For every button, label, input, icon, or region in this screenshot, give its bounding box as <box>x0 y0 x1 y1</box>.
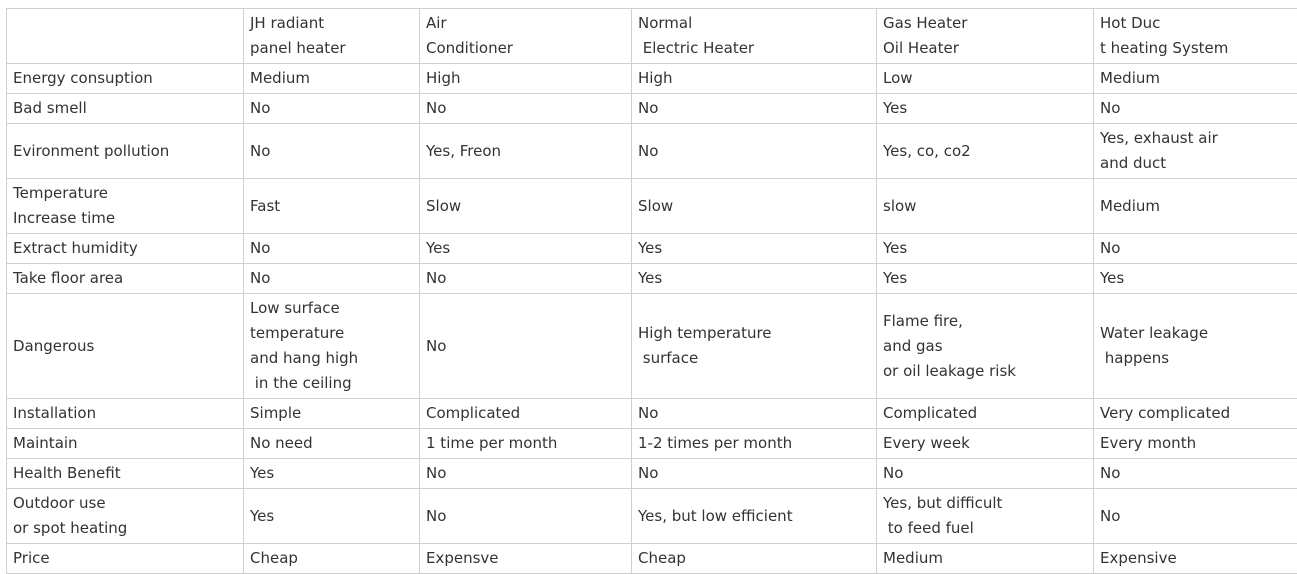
header-cell: Hot Duc t heating System <box>1094 9 1297 64</box>
table-cell: Every week <box>877 429 1094 459</box>
row-label: Evironment pollution <box>7 124 244 179</box>
table-row <box>7 399 1297 429</box>
table-cell: Fast <box>244 179 420 234</box>
table-cell: No <box>420 264 632 294</box>
table-row <box>7 429 1297 459</box>
row-label: Temperature Increase time <box>7 179 244 234</box>
table-cell: No <box>244 264 420 294</box>
table-row <box>7 124 1297 179</box>
table-cell: Low <box>877 64 1094 94</box>
row-label: Extract humidity <box>7 234 244 264</box>
table-cell: Yes <box>244 489 420 544</box>
table-cell: Yes, co, co2 <box>877 124 1094 179</box>
table-cell: Yes <box>632 234 877 264</box>
table-cell: Yes, Freon <box>420 124 632 179</box>
table-cell: Yes <box>877 234 1094 264</box>
table-cell: Medium <box>1094 64 1297 94</box>
table-cell: Medium <box>1094 179 1297 234</box>
table-cell: Cheap <box>632 544 877 574</box>
row-label: Outdoor use or spot heating <box>7 489 244 544</box>
table-cell: Yes <box>877 94 1094 124</box>
table-cell: No need <box>244 429 420 459</box>
row-label: Health Benefit <box>7 459 244 489</box>
table-cell: No <box>420 294 632 399</box>
row-label: Price <box>7 544 244 574</box>
table-cell: High <box>632 64 877 94</box>
row-label: Take floor area <box>7 264 244 294</box>
table-cell: No <box>420 94 632 124</box>
table-cell: No <box>632 399 877 429</box>
table-cell: Low surface temperature and hang high in the ceiling <box>244 294 420 399</box>
table-cell: Complicated <box>420 399 632 429</box>
header-cell-corner <box>7 9 244 64</box>
table-cell: Medium <box>244 64 420 94</box>
table-cell: No <box>244 94 420 124</box>
header-row <box>7 9 1297 64</box>
row-label: Maintain <box>7 429 244 459</box>
table-cell: slow <box>877 179 1094 234</box>
table-cell: No <box>244 234 420 264</box>
table-cell: 1 time per month <box>420 429 632 459</box>
table-row <box>7 179 1297 234</box>
table-cell: No <box>877 459 1094 489</box>
header-cell: Air Conditioner <box>420 9 632 64</box>
table-cell: Flame fire, and gas or oil leakage risk <box>877 294 1094 399</box>
row-label: Bad smell <box>7 94 244 124</box>
table-cell: Every month <box>1094 429 1297 459</box>
table-cell: No <box>1094 234 1297 264</box>
row-label: Installation <box>7 399 244 429</box>
table-cell: Yes <box>877 264 1094 294</box>
table-row <box>7 64 1297 94</box>
table-row <box>7 544 1297 574</box>
table-cell: Slow <box>420 179 632 234</box>
table-cell: 1-2 times per month <box>632 429 877 459</box>
table-cell: Yes, exhaust air and duct <box>1094 124 1297 179</box>
table-cell: Very complicated <box>1094 399 1297 429</box>
table-cell: Yes <box>420 234 632 264</box>
table-cell: Yes, but difficult to feed fuel <box>877 489 1094 544</box>
comparison-table <box>6 8 1297 574</box>
row-label: Dangerous <box>7 294 244 399</box>
table-cell: Simple <box>244 399 420 429</box>
table-cell: Expensve <box>420 544 632 574</box>
table-row <box>7 94 1297 124</box>
table-cell: High <box>420 64 632 94</box>
table-cell: High temperature surface <box>632 294 877 399</box>
table-cell: Cheap <box>244 544 420 574</box>
table-row <box>7 294 1297 399</box>
table-cell: No <box>1094 459 1297 489</box>
table-cell: Complicated <box>877 399 1094 429</box>
table-row <box>7 459 1297 489</box>
table-cell: No <box>420 459 632 489</box>
table-cell: No <box>632 94 877 124</box>
table-cell: Yes <box>244 459 420 489</box>
header-cell: Gas Heater Oil Heater <box>877 9 1094 64</box>
table-row <box>7 489 1297 544</box>
table-cell: No <box>1094 489 1297 544</box>
table-cell: No <box>420 489 632 544</box>
table-row <box>7 234 1297 264</box>
table-cell: Slow <box>632 179 877 234</box>
row-label: Energy consuption <box>7 64 244 94</box>
table-cell: Yes <box>1094 264 1297 294</box>
table-cell: No <box>632 124 877 179</box>
header-cell: JH radiant panel heater <box>244 9 420 64</box>
table-cell: Water leakage happens <box>1094 294 1297 399</box>
table-cell: Yes, but low efficient <box>632 489 877 544</box>
table-cell: Yes <box>632 264 877 294</box>
table-cell: Medium <box>877 544 1094 574</box>
header-cell: Normal Electric Heater <box>632 9 877 64</box>
table-cell: No <box>244 124 420 179</box>
table-cell: No <box>632 459 877 489</box>
table-cell: Expensive <box>1094 544 1297 574</box>
table-cell: No <box>1094 94 1297 124</box>
table-row <box>7 264 1297 294</box>
